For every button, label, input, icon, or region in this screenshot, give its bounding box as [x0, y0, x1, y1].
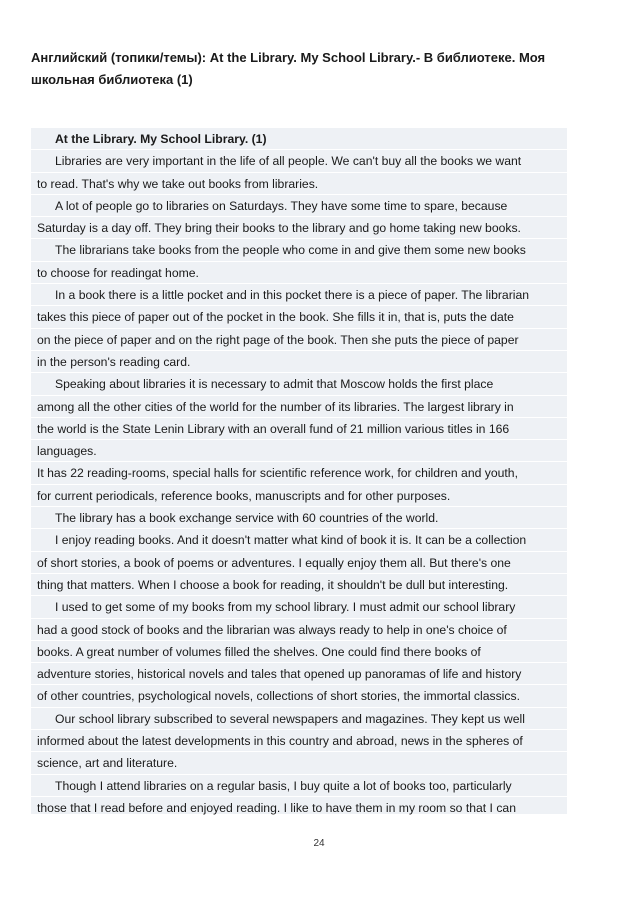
text-line: books. A great number of volumes filled the shelves. One could find there books of: [31, 641, 567, 663]
text-line: It has 22 reading-rooms, special halls for scientific reference work, for children and youth,: [31, 462, 567, 484]
text-line: takes this piece of paper out of the pocket in the book. She fills it in, that is, puts the date: [31, 306, 567, 328]
text-line: thing that matters. When I choose a book for reading, it shouldn't be dull but interesting.: [31, 574, 567, 596]
text-line: Libraries are very important in the life of all people. We can't buy all the books we want: [31, 150, 567, 172]
text-line: I enjoy reading books. And it doesn't matter what kind of book it is. It can be a collection: [31, 529, 567, 551]
text-line: The librarians take books from the people who come in and give them some new books: [31, 239, 567, 261]
text-line: informed about the latest developments in this country and abroad, news in the spheres of: [31, 730, 567, 752]
text-line: to choose for readingat home.: [31, 262, 567, 284]
text-line: of other countries, psychological novels, collections of short stories, the immortal classics.: [31, 685, 567, 707]
text-line: had a good stock of books and the librarian was always ready to help in one's choice of: [31, 619, 567, 641]
header-line-2: школьная библиотека (1): [31, 72, 193, 87]
document-header: [31, 47, 591, 91]
text-line: A lot of people go to libraries on Saturdays. They have some time to spare, because: [31, 195, 567, 217]
text-line: on the piece of paper and on the right page of the book. Then she puts the piece of paper: [31, 329, 567, 351]
text-line: Though I attend libraries on a regular basis, I buy quite a lot of books too, particularly: [31, 775, 567, 797]
text-line: adventure stories, historical novels and tales that opened up panoramas of life and history: [31, 663, 567, 685]
text-line: Our school library subscribed to several newspapers and magazines. They kept us well: [31, 708, 567, 730]
text-line: The library has a book exchange service with 60 countries of the world.: [31, 507, 567, 529]
text-line: to read. That's why we take out books from libraries.: [31, 173, 567, 195]
text-lines: [31, 128, 567, 819]
text-line: of short stories, a book of poems or adventures. I equally enjoy them all. But there's one: [31, 552, 567, 574]
text-line: I used to get some of my books from my school library. I must admit our school library: [31, 596, 567, 618]
text-line: for current periodicals, reference books, manuscripts and for other purposes.: [31, 485, 567, 507]
text-line: Speaking about libraries it is necessary to admit that Moscow holds the first place: [31, 373, 567, 395]
header-line-1: Английский (топики/темы): At the Library. My School Library.- В библиотеке. Моя: [31, 50, 546, 65]
text-box: [31, 128, 567, 814]
text-line: in the person's reading card.: [31, 351, 567, 373]
text-line: Saturday is a day off. They bring their books to the library and go home taking new books.: [31, 217, 567, 239]
text-line: the world is the State Lenin Library with an overall fund of 21 million various titles in 166: [31, 418, 567, 440]
text-line: those that I read before and enjoyed reading. I like to have them in my room so that I can: [31, 797, 567, 819]
text-line: In a book there is a little pocket and in this pocket there is a piece of paper. The librarian: [31, 284, 567, 306]
page-number: 24: [313, 838, 325, 849]
text-line: science, art and literature.: [31, 752, 567, 774]
section-title: At the Library. My School Library. (1): [31, 128, 567, 150]
text-line: languages.: [31, 440, 567, 462]
text-line: among all the other cities of the world for the number of its libraries. The largest library in: [31, 396, 567, 418]
